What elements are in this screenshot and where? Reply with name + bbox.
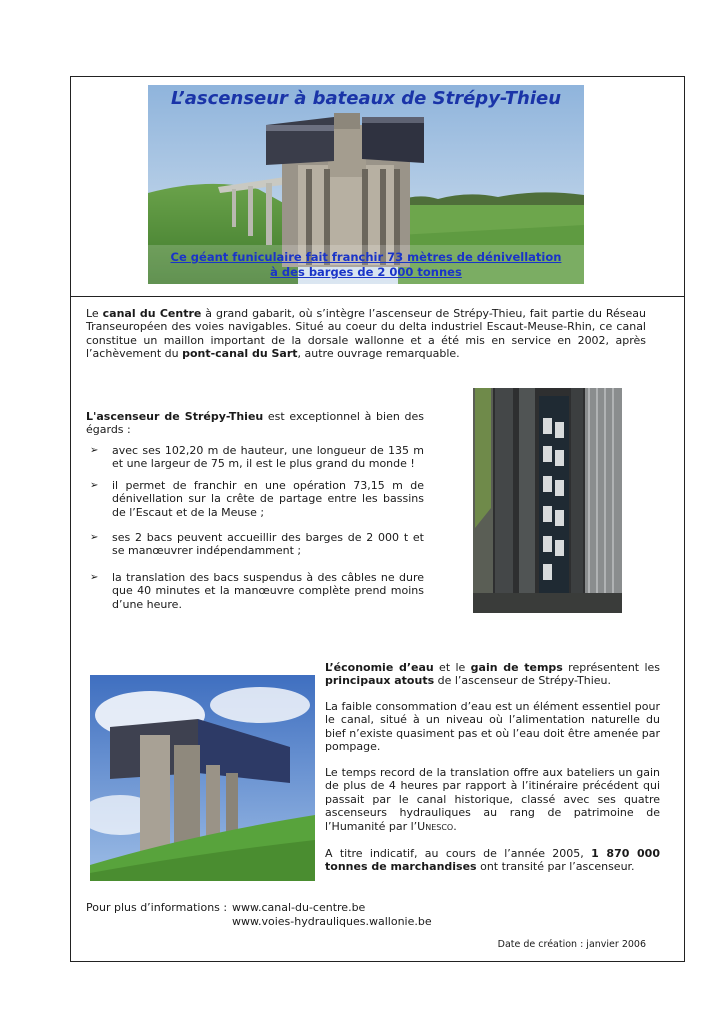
features-list-3 [86,531,424,558]
list-item [86,531,424,558]
arrow-bullet-icon: ➢ [90,572,99,583]
atouts-paragraph [325,661,660,688]
section2-lead-text: est exceptionnel à bien des égards : [86,410,424,437]
more-info-label: Pour plus d’informations : [86,901,228,914]
hero-caption [162,250,570,280]
temps-text: Le temps record de la translation offre aux bateliers un gain de plus de 4 heures par rapport à l’itinéraire précédent qui passait par le canal historique, classé avec ses quatre ascenseurs hydrauliques au rang de patrimoine de l’Humanité par l’ [325,766,660,833]
bullet-text: la translation des bacs suspendus à des câbles ne dure que 40 minutes et la manœuvre complète prend moins d’une heure. [112,571,424,611]
header-separator [70,296,685,297]
tonnage-text-1: A titre indicatif, au cours de l’année 2005, [325,847,592,860]
caption-line-1: Ce géant funiculaire fait franchir 73 mètres de dénivellation [170,250,562,264]
tonnage-paragraph [325,847,660,874]
tower-closeup-photo [90,675,315,881]
list-item [86,479,424,519]
intro-text-3: , autre ouvrage remarquable. [297,347,460,361]
page-title: L’ascenseur à bateaux de Strépy-Thieu [170,88,562,109]
link-voies-hydrauliques[interactable]: www.voies-hydrauliques.wallonie.be [232,915,432,928]
atouts-text-1: et le [433,661,471,674]
atouts-text-3: de l’ascenseur de Strépy-Thieu. [434,674,612,688]
bullet-text: il permet de franchir en une opération 73,15 m de dénivellation sur la crête de partage entre les bassins de l’Escaut et de la Meuse ; [112,479,424,519]
lift-interior-photo [473,388,622,613]
gain-temps-bold: gain de temps [470,661,563,674]
list-item [86,444,424,471]
arrow-bullet-icon: ➢ [90,445,99,456]
unesco-text: Unesco [417,819,454,833]
caption-line-2: à des barges de 2 000 tonnes [270,265,462,279]
link-canal-du-centre[interactable]: www.canal-du-centre.be [232,901,366,914]
canal-du-centre-bold: canal du Centre [102,307,202,320]
arrow-bullet-icon: ➢ [90,480,99,491]
intro-text-1: Le [86,307,103,320]
temps-end: . [453,819,457,833]
atouts-text-2: représentent les [562,661,660,674]
list-item [86,571,424,611]
ascenseur-bold: L'ascenseur de Strépy-Thieu [86,410,264,423]
more-info [86,901,432,929]
features-list-4 [86,571,424,611]
tonnage-text-2: ont transité par l’ascenseur. [476,860,635,874]
hero-photo [148,85,584,284]
bullet-text: ses 2 bacs peuvent accueillir des barges de 2 000 t et se manœuvrer indépendamment ; [112,531,424,558]
intro-paragraph [86,307,646,361]
pont-canal-bold: pont-canal du Sart [182,347,298,361]
atouts-bold: principaux atouts [325,674,435,688]
economie-eau-bold: L’économie d’eau [325,661,434,674]
tonnage-bold: 1 870 000 tonnes de marchandises [325,847,660,874]
intro-text-2: à grand gabarit, où s’intègre l’ascenseur de Strépy-Thieu, fait partie du Réseau Transeuropéen des voies navigables. Situé au coeur du delta industriel Escaut-Meuse-Rhin, ce canal constitue un maillon important de la dorsale wallonne et a été mis en service en 2002, après l’achèvement du [86,307,646,361]
interior-photo [473,388,622,613]
section2-lead [86,410,424,437]
arrow-bullet-icon: ➢ [90,532,99,543]
eau-paragraph: La faible consommation d’eau est un élément essentiel pour le canal, situé à un niveau où l’alimentation naturelle du bief n’existe quasiment pas et où l’eau doit être amenée par pompage. [325,700,660,754]
features-list-2 [86,479,424,519]
closeup-photo [90,675,315,881]
creation-date: Date de création : janvier 2006 [497,939,646,950]
features-list [86,444,424,471]
temps-paragraph [325,766,660,833]
bullet-text: avec ses 102,20 m de hauteur, une longueur de 135 m et une largeur de 75 m, il est le plus grand du monde ! [112,444,424,471]
